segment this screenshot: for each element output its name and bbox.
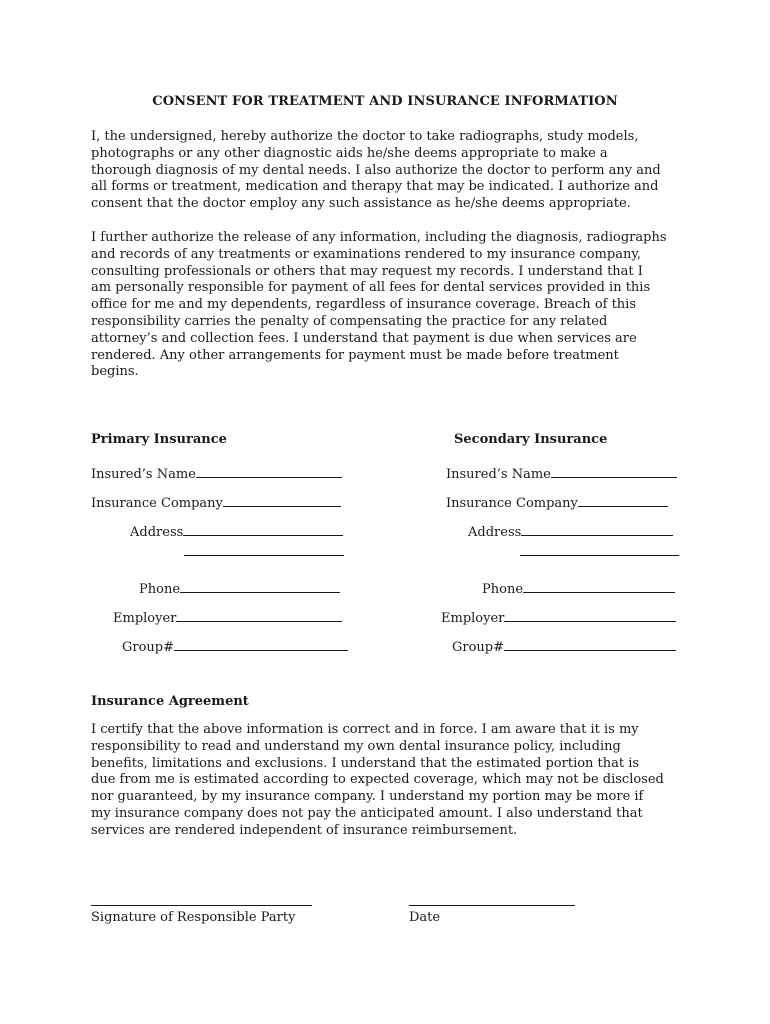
secondary-address-line-2[interactable] xyxy=(520,555,679,556)
text-line: all forms or treatment, medication and therapy that may be indicated. I authorize and xyxy=(91,179,659,195)
text-line: photographs or any other diagnostic aids he/she deems appropriate to make a xyxy=(91,145,608,161)
text-line: responsibility to read and understand my own dental insurance policy, including xyxy=(91,738,621,754)
primary-insurance-heading: Primary Insurance xyxy=(91,432,227,447)
blank-line[interactable] xyxy=(176,609,342,622)
field-label: Employer xyxy=(113,611,177,626)
text-line: office for me and my dependents, regardless of insurance coverage. Breach of this xyxy=(91,297,637,313)
primary-address-field[interactable] xyxy=(130,523,343,540)
text-line: my insurance company does not pay the anticipated amount. I also understand that xyxy=(91,805,643,821)
secondary-insured-name-field[interactable] xyxy=(446,465,677,482)
primary-address-line-2[interactable] xyxy=(184,555,344,556)
blank-line[interactable] xyxy=(183,523,343,536)
text-line: due from me is estimated according to expected coverage, which may not be disclosed xyxy=(91,772,664,788)
signature-line[interactable] xyxy=(91,905,312,906)
blank-line[interactable] xyxy=(523,580,675,593)
blank-line[interactable] xyxy=(578,494,668,507)
field-label: Address xyxy=(130,525,184,540)
text-line: begins. xyxy=(91,364,139,380)
text-line: rendered. Any other arrangements for payment must be made before treatment xyxy=(91,347,619,363)
page-title: CONSENT FOR TREATMENT AND INSURANCE INFORMATION xyxy=(152,94,618,109)
blank-line[interactable] xyxy=(551,465,677,478)
date-label: Date xyxy=(409,910,441,925)
primary-insurance-company-field[interactable] xyxy=(91,494,341,511)
primary-group-field[interactable] xyxy=(122,638,348,655)
text-line: consulting professionals or others that may request my records. I understand that I xyxy=(91,263,643,279)
primary-phone-field[interactable] xyxy=(139,580,340,597)
primary-employer-field[interactable] xyxy=(113,609,342,626)
field-label: Insured’s Name xyxy=(446,467,551,482)
field-label: Phone xyxy=(482,582,524,597)
text-line: consent that the doctor employ any such assistance as he/she deems appropriate. xyxy=(91,196,631,212)
blank-line[interactable] xyxy=(196,465,342,478)
field-label: Insured’s Name xyxy=(91,467,196,482)
text-line: I further authorize the release of any information, including the diagnosis, radiographs xyxy=(91,230,667,245)
text-line: services are rendered independent of insurance reimbursement. xyxy=(91,822,518,838)
field-label: Insurance Company xyxy=(91,496,223,511)
blank-line[interactable] xyxy=(521,523,673,536)
consent-paragraph-2 xyxy=(91,230,691,381)
field-label: Insurance Company xyxy=(446,496,578,511)
blank-line[interactable] xyxy=(174,638,348,651)
secondary-group-field[interactable] xyxy=(452,638,676,655)
signature-label: Signature of Responsible Party xyxy=(91,910,296,925)
blank-line[interactable] xyxy=(223,494,341,507)
text-line: I, the undersigned, hereby authorize the doctor to take radiographs, study models, xyxy=(91,129,639,144)
field-label: Group# xyxy=(122,640,175,655)
text-line: and records of any treatments or examinations rendered to my insurance company, xyxy=(91,246,642,262)
text-line: nor guaranteed, by my insurance company. I understand my portion may be more if xyxy=(91,789,644,805)
secondary-insurance-company-field[interactable] xyxy=(446,494,668,511)
consent-paragraph-1 xyxy=(91,129,691,213)
field-label: Phone xyxy=(139,582,181,597)
insurance-agreement-paragraph xyxy=(91,722,691,840)
text-line: attorney’s and collection fees. I understand that payment is due when services are xyxy=(91,330,637,346)
text-line: thorough diagnosis of my dental needs. I also authorize the doctor to perform any and xyxy=(91,162,661,178)
field-label: Employer xyxy=(441,611,505,626)
blank-line[interactable] xyxy=(504,609,676,622)
text-line: benefits, limitations and exclusions. I understand that the estimated portion that is xyxy=(91,755,640,771)
secondary-phone-field[interactable] xyxy=(482,580,675,597)
insurance-agreement-heading: Insurance Agreement xyxy=(91,694,249,709)
secondary-address-field[interactable] xyxy=(468,523,673,540)
blank-line[interactable] xyxy=(504,638,676,651)
date-line[interactable] xyxy=(409,905,575,906)
text-line: I certify that the above information is correct and in force. I am aware that it is my xyxy=(91,722,639,737)
blank-line[interactable] xyxy=(180,580,340,593)
secondary-employer-field[interactable] xyxy=(441,609,676,626)
field-label: Address xyxy=(468,525,522,540)
text-line: responsibility carries the penalty of compensating the practice for any related xyxy=(91,313,608,329)
primary-insured-name-field[interactable] xyxy=(91,465,342,482)
field-label: Group# xyxy=(452,640,505,655)
text-line: am personally responsible for payment of all fees for dental services provided in this xyxy=(91,280,651,296)
secondary-insurance-heading: Secondary Insurance xyxy=(454,432,608,447)
